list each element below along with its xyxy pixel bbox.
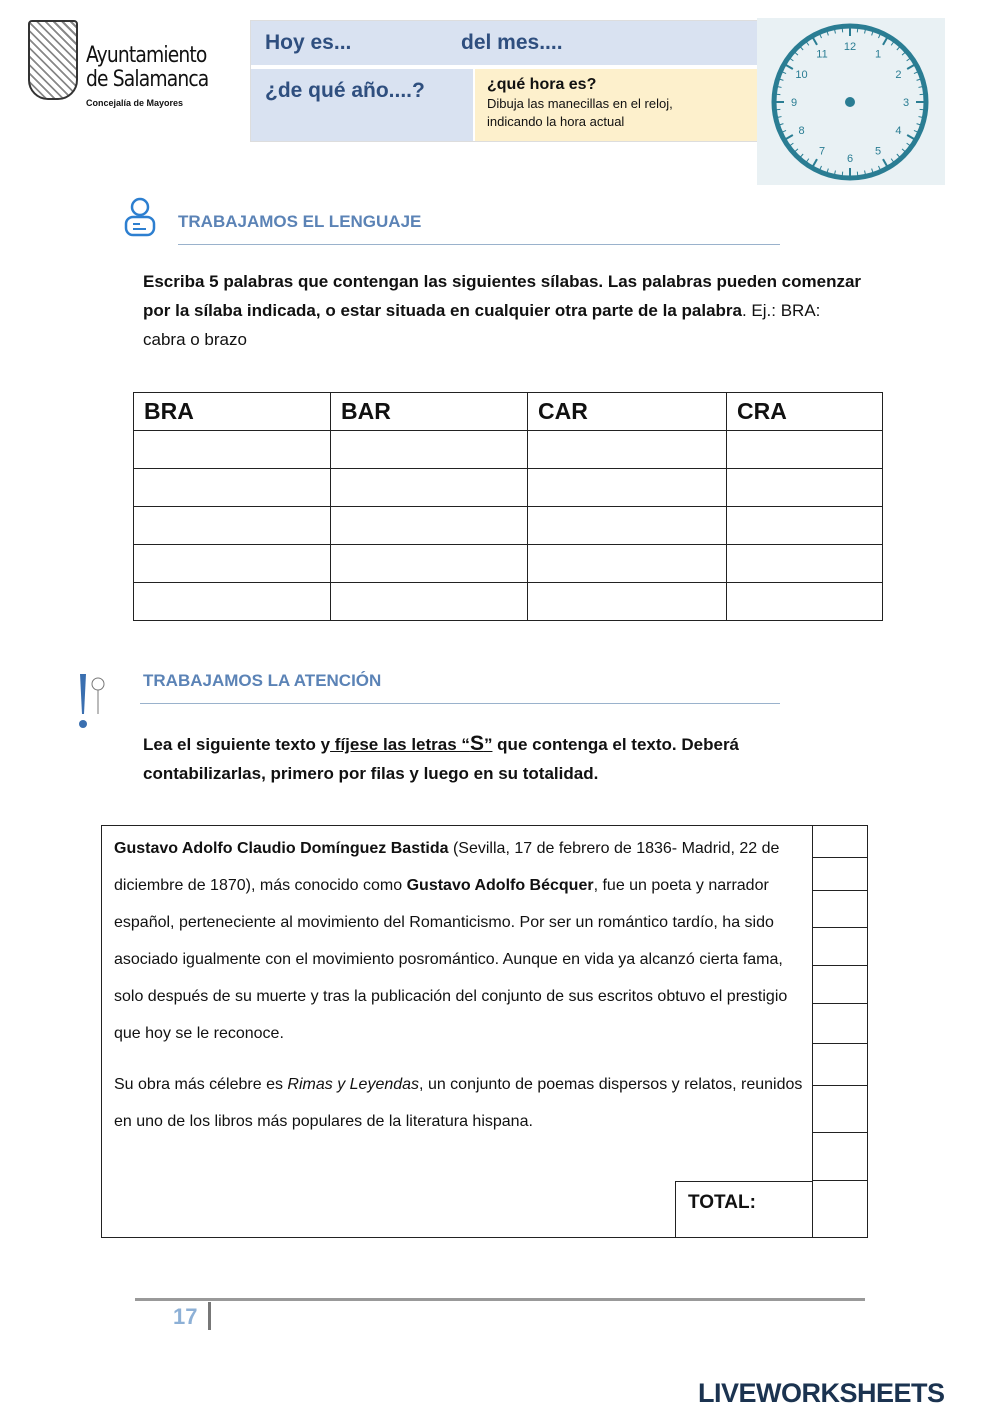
clock-tick [897, 154, 900, 157]
clock-number: 6 [846, 153, 854, 165]
answer-cell[interactable] [528, 583, 727, 621]
reading-text [114, 830, 804, 1140]
answer-cell[interactable] [528, 507, 727, 545]
col-header: CAR [528, 393, 727, 431]
time-question: ¿qué hora es? [487, 76, 597, 93]
answer-cell[interactable] [727, 431, 883, 469]
clock-tick [807, 42, 809, 45]
liveworksheets-logo: LIVEWORKSHEETS [698, 1378, 945, 1408]
count-cell[interactable] [813, 1086, 868, 1133]
italic-title: Rimas y Leyendas [287, 1076, 420, 1093]
clock-tick [813, 159, 817, 166]
page-number: 17 [173, 1304, 198, 1329]
count-cell[interactable] [813, 826, 868, 858]
clock-tick [780, 79, 784, 80]
year-label: ¿de qué año....? [251, 69, 473, 141]
clock-tick [827, 169, 828, 173]
clock-number: 5 [874, 145, 882, 158]
clock-tick [891, 159, 893, 162]
clock-tick [902, 149, 905, 152]
clock-tick [883, 159, 887, 166]
answer-cell[interactable] [134, 545, 331, 583]
clock-tick [907, 59, 910, 61]
instr-example: . Ej.: BRA: cabra o brazo [143, 301, 821, 349]
col-header: CRA [727, 393, 883, 431]
speech-person-icon [120, 197, 162, 243]
text: , fue un poeta y narrador español, perteneciente al movimiento del Romanticismo. Por ser un romántico tardío, ha sido asociado igualmente con el movimiento posromántico. Aunque en vida ya alcanzó cierta fama, solo después de su muerte y tras la publicación del conjunto de sus escritos obtuvo el prestigio que hoy se le reconoce. [114, 877, 788, 1042]
text: (Sevilla, 17 de febrero de 1836- Madrid, 22 de diciembre de 1870), más conocido como [114, 840, 780, 894]
clock-tick [786, 65, 793, 69]
clock-tick [865, 30, 866, 34]
clock-tick [778, 117, 782, 118]
clock-number: 12 [843, 41, 857, 53]
clock-tick [835, 30, 836, 34]
answer-cell[interactable] [528, 431, 727, 469]
logo-subtitle: Concejalía de Mayores [86, 98, 184, 108]
today-label: Hoy es... [265, 31, 352, 54]
clock-tick [786, 135, 793, 139]
count-cell[interactable] [813, 928, 868, 966]
syllable-table [133, 392, 883, 621]
page-divider [208, 1302, 211, 1330]
divider [140, 703, 780, 704]
clock-number: 7 [818, 145, 826, 158]
answer-cell[interactable] [331, 507, 528, 545]
logo-line2: de Salamanca [86, 67, 209, 92]
instructions-lenguaje [143, 267, 863, 354]
clock-tick [907, 135, 914, 139]
answer-cell[interactable] [727, 469, 883, 507]
clock-tick [918, 117, 922, 118]
reading-text-box [101, 825, 868, 1238]
answer-cell[interactable] [528, 469, 727, 507]
instr-part: ” [483, 735, 493, 754]
instr-part: Lea el siguiente texto y [143, 735, 331, 754]
paragraph-1 [114, 830, 804, 1052]
clock-tick [878, 34, 880, 38]
month-label: del mes.... [461, 31, 563, 54]
clock-tick [902, 52, 905, 55]
clock-tick [918, 87, 922, 88]
clock-number: 1 [874, 48, 882, 61]
clock-tick [782, 72, 786, 74]
clock[interactable] [757, 18, 945, 185]
bold-name: Gustavo Adolfo Bécquer [406, 877, 594, 894]
clock-number: 10 [795, 69, 808, 81]
divider [178, 244, 780, 245]
clock-tick [835, 170, 836, 174]
bold-name: Gustavo Adolfo Claudio Domínguez Bastida [114, 840, 449, 857]
clock-tick [790, 143, 793, 145]
answer-cell[interactable] [727, 545, 883, 583]
date-header [250, 20, 758, 142]
clock-tick [897, 47, 900, 50]
clock-tick [800, 154, 803, 157]
clock-number: 11 [816, 48, 828, 61]
clock-tick [820, 166, 822, 170]
count-cell[interactable] [813, 1044, 868, 1086]
instr-underlined [330, 732, 493, 755]
clock-tick [907, 143, 910, 145]
time-instr2: indicando la hora actual [487, 114, 625, 129]
total-label: TOTAL: [675, 1181, 812, 1237]
clock-tick [807, 159, 809, 162]
text: Su obra más célebre es [114, 1076, 288, 1093]
count-cell[interactable] [813, 1004, 868, 1044]
clock-tick [891, 42, 893, 45]
coat-of-arms-icon [28, 20, 78, 100]
total-cell[interactable] [813, 1181, 868, 1237]
answer-cell[interactable] [134, 431, 331, 469]
answer-cell[interactable] [727, 507, 883, 545]
clock-tick [865, 170, 866, 174]
section-title-atencion: TRABAJAMOS LA ATENCIÓN [143, 671, 382, 690]
clock-tick [790, 59, 793, 61]
clock-tick [907, 65, 914, 69]
clock-tick [813, 38, 817, 45]
count-cell[interactable] [813, 966, 868, 1004]
answer-cell[interactable] [331, 431, 528, 469]
letter-s: S [469, 732, 484, 755]
clock-tick [827, 32, 828, 36]
answer-cell[interactable] [331, 545, 528, 583]
time-instr1: Dibuja las manecillas en el reloj, [487, 96, 673, 111]
instructions-atencion [143, 729, 863, 788]
clock-tick [872, 32, 873, 36]
instr-part: que contenga el texto. Deberá contabilizarlas, primero por filas y luego en su totalidad. [143, 735, 740, 783]
clock-tick [782, 130, 786, 132]
clock-tick [917, 124, 921, 125]
text: , un conjunto de poemas dispersos y relatos, reunidos en uno de los libros más populares de la literatura hispana. [114, 1076, 803, 1130]
clock-tick [914, 72, 918, 74]
clock-tick [795, 52, 798, 55]
clock-face-icon [757, 18, 945, 185]
count-cell[interactable] [813, 858, 868, 891]
answer-cell[interactable] [134, 583, 331, 621]
clock-number: 3 [902, 97, 910, 109]
count-column [812, 826, 867, 1237]
answer-cell[interactable] [727, 583, 883, 621]
clock-number: 4 [895, 125, 902, 137]
answer-cell[interactable] [331, 469, 528, 507]
answer-cell[interactable] [528, 545, 727, 583]
clock-tick [780, 124, 784, 125]
answer-cell[interactable] [134, 469, 331, 507]
clock-number: 2 [895, 69, 902, 81]
clock-number: 9 [790, 97, 798, 109]
col-header: BRA [134, 393, 331, 431]
logo-line1: Ayuntamiento [86, 43, 207, 68]
count-cell[interactable] [813, 1133, 868, 1181]
clock-tick [878, 166, 880, 170]
answer-cell[interactable] [134, 507, 331, 545]
exclamation-figure-icon [74, 670, 118, 732]
clock-tick [778, 87, 782, 88]
instr-bold: Escriba 5 palabras que contengan las siguientes sílabas. Las palabras pueden comenzar por la sílaba indicada, o estar situada en cualquier otra parte de la palabra [143, 272, 862, 320]
footer-rule [135, 1298, 865, 1301]
clock-number: 8 [798, 125, 805, 137]
clock-tick [917, 79, 921, 80]
answer-cell[interactable] [331, 583, 528, 621]
clock-tick [872, 169, 873, 173]
clock-tick [883, 38, 887, 45]
clock-tick [914, 130, 918, 132]
paragraph-2 [114, 1066, 804, 1140]
clock-tick [795, 149, 798, 152]
clock-tick [820, 34, 822, 38]
clock-tick [800, 47, 803, 50]
instr-part: fíjese las letras “ [330, 735, 470, 754]
col-header: BAR [331, 393, 528, 431]
count-cell[interactable] [813, 891, 868, 928]
salamanca-logo [28, 20, 228, 110]
section-title-lenguaje: TRABAJAMOS EL LENGUAJE [178, 212, 422, 231]
